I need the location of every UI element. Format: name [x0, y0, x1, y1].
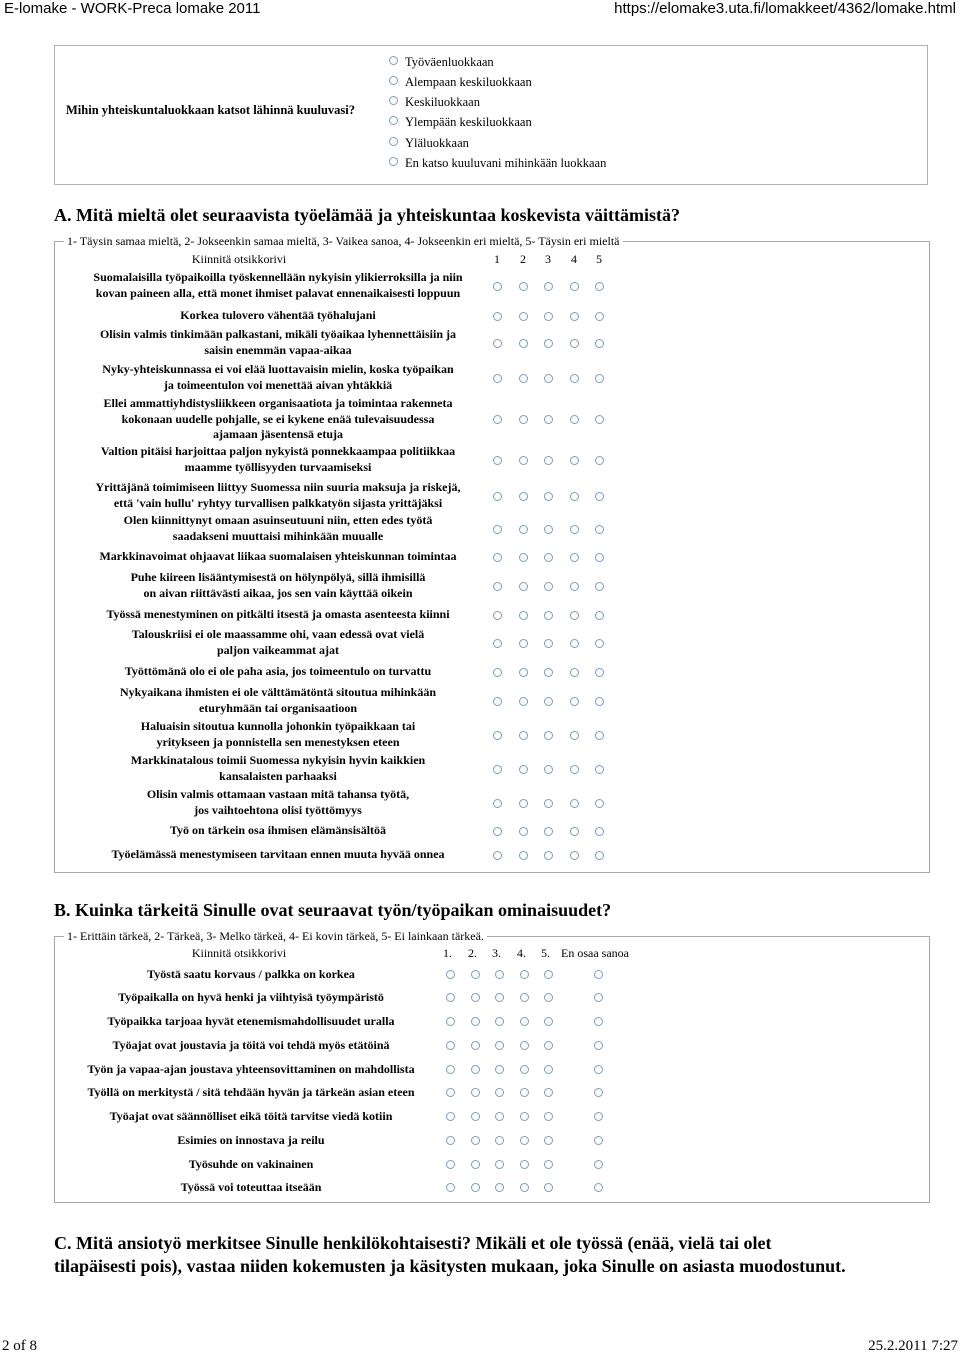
- section-b-radio[interactable]: [544, 1017, 553, 1026]
- section-a-radio[interactable]: [595, 731, 604, 740]
- section-b-radio[interactable]: [544, 1088, 553, 1097]
- social-class-option-label: Työväenluokkaan: [405, 55, 494, 69]
- section-a-statement: Talouskriisi ei ole maassamme ohi, vaan edessä ovat vielä paljon vaikeammat ajat: [131, 627, 425, 657]
- section-a-radio[interactable]: [493, 339, 502, 348]
- section-b-radio[interactable]: [520, 970, 529, 979]
- print-header-url: https://elomake3.uta.fi/lomakkeet/4362/lomake.html: [614, 0, 956, 17]
- section-a-radio[interactable]: [595, 697, 604, 706]
- section-b-radio[interactable]: [520, 1041, 529, 1050]
- section-a-radio[interactable]: [493, 525, 502, 534]
- section-a-radio[interactable]: [519, 492, 528, 501]
- section-b-radio[interactable]: [471, 1041, 480, 1050]
- section-b-statement: Työpaikalla on hyvä henki ja viihtyisä työympäristö: [118, 990, 384, 1004]
- section-a-radio[interactable]: [595, 312, 604, 321]
- section-b-radio[interactable]: [495, 1183, 504, 1192]
- section-a-header-label: Kiinnitä otsikkorivi: [191, 252, 287, 266]
- section-b-radio[interactable]: [594, 993, 603, 1002]
- section-b-statement: Työllä on merkitystä / sitä tehdään hyvän ja tärkeän asian eteen: [87, 1085, 415, 1099]
- section-b-radio[interactable]: [471, 1136, 480, 1145]
- section-a-radio[interactable]: [570, 799, 579, 808]
- social-class-radio[interactable]: [389, 56, 398, 65]
- section-a-radio[interactable]: [544, 765, 553, 774]
- section-b-radio[interactable]: [520, 1136, 529, 1145]
- section-b-radio[interactable]: [544, 1112, 553, 1121]
- section-a-statement: Korkea tulovero vähentää työhalujani: [180, 308, 376, 322]
- section-a-statement: Ellei ammattiyhdistysliikkeen organisaatiota ja toimintaa rakenneta kokonaan uudelle pohjalle, se ei kykene enää tulevaisuudessa ajamaan jäsentensä etuja: [103, 396, 453, 441]
- section-a-radio[interactable]: [519, 799, 528, 808]
- section-b-radio[interactable]: [471, 1160, 480, 1169]
- section-a-radio[interactable]: [493, 668, 502, 677]
- section-a-radio[interactable]: [493, 765, 502, 774]
- section-a-radio[interactable]: [519, 582, 528, 591]
- section-b-scale-label: 2.: [468, 946, 477, 960]
- section-a-radio[interactable]: [493, 312, 502, 321]
- section-a-radio[interactable]: [544, 851, 553, 860]
- section-a-scale-label: 1: [494, 252, 500, 266]
- section-b-radio[interactable]: [495, 1017, 504, 1026]
- section-b-radio[interactable]: [446, 1088, 455, 1097]
- social-class-radio[interactable]: [389, 76, 398, 85]
- section-a-radio[interactable]: [570, 697, 579, 706]
- section-a-statement: Valtion pitäisi harjoittaa paljon nykyistä ponnekkaampaa politiikkaa maamme työllisyyden turvaamiseksi: [100, 444, 456, 474]
- section-b-radio[interactable]: [594, 970, 603, 979]
- section-a-radio[interactable]: [493, 456, 502, 465]
- section-c-title-line2: tilapäisesti pois), vastaa niiden kokemusten ja käsitysten mukaan, joka Sinulle on asiasta muodostunut.: [54, 1256, 846, 1276]
- section-a-radio[interactable]: [595, 282, 604, 291]
- section-a-radio[interactable]: [570, 312, 579, 321]
- section-a-statement: Haluaisin sitoutua kunnolla johonkin työpaikkaan tai yritykseen ja ponnistella sen menestyksen eteen: [140, 719, 416, 749]
- section-a-radio[interactable]: [544, 339, 553, 348]
- section-b-radio[interactable]: [495, 993, 504, 1002]
- section-b-radio[interactable]: [446, 1136, 455, 1145]
- section-a-statement: Puhe kiireen lisääntymisestä on hölynpölyä, sillä ihmisillä on aivan riittävästi aikaa, jos sen vain käyttää oikein: [130, 570, 426, 600]
- section-a-radio[interactable]: [519, 374, 528, 383]
- section-b-scale-label: En osaa sanoa: [561, 946, 629, 960]
- section-a-radio[interactable]: [493, 282, 502, 291]
- social-class-radio[interactable]: [389, 137, 398, 146]
- section-a-statement: Työssä menestyminen on pitkälti itsestä ja omasta asenteesta kiinni: [106, 607, 450, 621]
- section-b-radio[interactable]: [544, 1136, 553, 1145]
- section-a-statement: Olisin valmis tinkimään palkastani, mikäli työaikaa lyhennettäisiin ja saisin enemmän vapaa-aikaa: [99, 327, 457, 357]
- section-a-radio[interactable]: [519, 731, 528, 740]
- section-a-radio[interactable]: [570, 553, 579, 562]
- section-b-statement: Esimies on innostava ja reilu: [177, 1133, 325, 1147]
- section-b-radio[interactable]: [446, 1017, 455, 1026]
- section-a-radio[interactable]: [519, 456, 528, 465]
- section-b-statement: Työajat ovat säännölliset eikä töitä tarvitse viedä kotiin: [109, 1109, 393, 1123]
- section-b-radio[interactable]: [544, 970, 553, 979]
- section-a-radio[interactable]: [570, 851, 579, 860]
- section-b-radio[interactable]: [495, 1088, 504, 1097]
- section-a-scale-label: 2: [520, 252, 526, 266]
- section-b-radio[interactable]: [446, 1183, 455, 1192]
- section-a-radio[interactable]: [544, 697, 553, 706]
- section-a-radio[interactable]: [519, 282, 528, 291]
- section-b-radio[interactable]: [446, 970, 455, 979]
- section-a-radio[interactable]: [544, 799, 553, 808]
- section-a-radio[interactable]: [595, 851, 604, 860]
- section-a-radio[interactable]: [544, 582, 553, 591]
- section-b-statement: Työssä voi toteuttaa itseään: [180, 1180, 322, 1194]
- social-class-option-label: En katso kuuluvani mihinkään luokkaan: [405, 156, 607, 170]
- section-b-radio[interactable]: [471, 1183, 480, 1192]
- section-b-radio[interactable]: [446, 1041, 455, 1050]
- section-b-radio[interactable]: [495, 1160, 504, 1169]
- section-a-radio[interactable]: [570, 668, 579, 677]
- section-a-statement: Työelämässä menestymiseen tarvitaan ennen muuta hyvää onnea: [111, 847, 445, 861]
- section-a-radio[interactable]: [493, 731, 502, 740]
- section-a-radio[interactable]: [519, 611, 528, 620]
- section-b-radio[interactable]: [495, 1112, 504, 1121]
- section-a-statement: Yrittäjänä toimimiseen liittyy Suomessa niin suuria maksuja ja riskejä, että 'vain hullu' ryhtyy turvallisen palkkatyön sijasta yrittäjäksi: [95, 480, 461, 510]
- section-a-radio[interactable]: [595, 553, 604, 562]
- section-b-radio[interactable]: [471, 1088, 480, 1097]
- section-a-statement: Markkinatalous toimii Suomessa nykyisin hyvin kaikkien kansalaisten parhaaksi: [130, 753, 426, 783]
- section-a-radio[interactable]: [595, 456, 604, 465]
- section-a-radio[interactable]: [493, 639, 502, 648]
- section-a-radio[interactable]: [595, 668, 604, 677]
- section-b-radio[interactable]: [520, 993, 529, 1002]
- section-a-radio[interactable]: [544, 639, 553, 648]
- section-a-radio[interactable]: [544, 827, 553, 836]
- section-b-title: B. Kuinka tärkeitä Sinulle ovat seuraavat työn/työpaikan ominaisuudet?: [54, 900, 612, 920]
- section-a-scale-label: 3: [545, 252, 551, 266]
- section-a-radio[interactable]: [570, 639, 579, 648]
- section-b-radio[interactable]: [594, 1088, 603, 1097]
- section-a-radio[interactable]: [544, 553, 553, 562]
- section-a-radio[interactable]: [544, 492, 553, 501]
- section-a-radio[interactable]: [544, 312, 553, 321]
- section-b-radio[interactable]: [495, 970, 504, 979]
- section-b-radio[interactable]: [594, 1065, 603, 1074]
- section-b-scale-label: 4.: [517, 946, 526, 960]
- section-a-radio[interactable]: [493, 553, 502, 562]
- section-a-radio[interactable]: [595, 525, 604, 534]
- section-a-radio[interactable]: [570, 765, 579, 774]
- section-b-radio[interactable]: [520, 1112, 529, 1121]
- section-a-radio[interactable]: [544, 374, 553, 383]
- section-a-radio[interactable]: [595, 827, 604, 836]
- section-b-scale-label: 1.: [443, 946, 452, 960]
- section-a-radio[interactable]: [493, 799, 502, 808]
- section-a-statement: Nyky-yhteiskunnassa ei voi elää luottavaisin mielin, koska työpaikan ja toimeentulon voi menettää aivan yhtäkkiä: [102, 362, 454, 392]
- section-a-radio[interactable]: [570, 456, 579, 465]
- section-a-radio[interactable]: [493, 611, 502, 620]
- social-class-option-label: Yläluokkaan: [405, 136, 469, 150]
- section-a-radio[interactable]: [570, 374, 579, 383]
- section-b-radio[interactable]: [594, 1017, 603, 1026]
- social-class-radio[interactable]: [389, 96, 398, 105]
- section-a-radio[interactable]: [493, 374, 502, 383]
- section-b-radio[interactable]: [446, 993, 455, 1002]
- section-a-radio[interactable]: [595, 799, 604, 808]
- section-a-radio[interactable]: [519, 697, 528, 706]
- section-a-radio[interactable]: [570, 525, 579, 534]
- section-b-radio[interactable]: [471, 993, 480, 1002]
- section-b-scale-label: 5.: [541, 946, 550, 960]
- section-b-statement: Työstä saatu korvaus / palkka on korkea: [147, 967, 355, 981]
- section-a-radio[interactable]: [519, 525, 528, 534]
- section-a-radio[interactable]: [544, 282, 553, 291]
- section-a-radio[interactable]: [519, 339, 528, 348]
- social-class-option-label: Keskiluokkaan: [405, 95, 480, 109]
- section-b-radio[interactable]: [495, 1065, 504, 1074]
- section-b-radio[interactable]: [544, 1160, 553, 1169]
- section-a-radio[interactable]: [519, 827, 528, 836]
- section-b-radio[interactable]: [544, 1065, 553, 1074]
- section-b-radio[interactable]: [544, 993, 553, 1002]
- section-a-radio[interactable]: [519, 553, 528, 562]
- print-footer-datetime: 25.2.2011 7:27: [868, 1338, 958, 1354]
- section-a-radio[interactable]: [570, 582, 579, 591]
- section-b-radio[interactable]: [520, 1183, 529, 1192]
- section-b-radio[interactable]: [471, 1065, 480, 1074]
- print-header-title: E-lomake - WORK-Preca lomake 2011: [4, 0, 261, 17]
- section-b-radio[interactable]: [544, 1183, 553, 1192]
- section-a-statement: Markkinavoimat ohjaavat liikaa suomalaisen yhteiskunnan toimintaa: [99, 549, 457, 563]
- section-b-radio[interactable]: [471, 1017, 480, 1026]
- section-b-radio[interactable]: [520, 1017, 529, 1026]
- section-a-radio[interactable]: [544, 525, 553, 534]
- section-b-radio[interactable]: [520, 1160, 529, 1169]
- section-a-radio[interactable]: [595, 765, 604, 774]
- section-a-radio[interactable]: [493, 582, 502, 591]
- section-a-radio[interactable]: [493, 851, 502, 860]
- section-a-radio[interactable]: [595, 339, 604, 348]
- social-class-radio[interactable]: [389, 116, 398, 125]
- section-a-radio[interactable]: [519, 765, 528, 774]
- section-b-radio[interactable]: [471, 970, 480, 979]
- section-a-radio[interactable]: [570, 731, 579, 740]
- section-a-radio[interactable]: [595, 374, 604, 383]
- print-footer-page: 2 of 8: [2, 1338, 37, 1354]
- section-a-radio[interactable]: [570, 339, 579, 348]
- section-b-radio[interactable]: [446, 1160, 455, 1169]
- section-a-radio[interactable]: [519, 851, 528, 860]
- section-a-radio[interactable]: [519, 639, 528, 648]
- section-a-legend: 1- Täysin samaa mieltä, 2- Jokseenkin samaa mieltä, 3- Vaikea sanoa, 4- Jokseenkin eri mieltä, 5- Täysin eri mieltä: [64, 234, 623, 249]
- section-b-statement: Työajat ovat joustavia ja töitä voi tehdä myös etätöinä: [112, 1038, 390, 1052]
- section-b-statement: Työsuhde on vakinainen: [188, 1157, 314, 1171]
- section-b-radio[interactable]: [520, 1088, 529, 1097]
- section-a-radio[interactable]: [570, 827, 579, 836]
- section-a-scale-label: 5: [596, 252, 602, 266]
- section-a-radio[interactable]: [493, 697, 502, 706]
- section-a-radio[interactable]: [519, 668, 528, 677]
- social-class-option-label: Ylempään keskiluokkaan: [405, 115, 532, 129]
- section-b-radio[interactable]: [520, 1065, 529, 1074]
- section-a-radio[interactable]: [493, 827, 502, 836]
- social-class-question-label: Mihin yhteiskuntaluokkaan katsot lähinnä kuuluvasi?: [66, 103, 356, 117]
- section-b-radio[interactable]: [495, 1041, 504, 1050]
- section-b-radio[interactable]: [446, 1112, 455, 1121]
- section-a-statement: Työttömänä olo ei ole paha asia, jos toimeentulo on turvattu: [124, 664, 432, 678]
- section-b-radio[interactable]: [594, 1041, 603, 1050]
- section-a-radio[interactable]: [595, 492, 604, 501]
- section-b-statement: Työpaikka tarjoaa hyvät etenemismahdollisuudet uralla: [107, 1014, 395, 1028]
- section-a-title: A. Mitä mieltä olet seuraavista työelämää ja yhteiskuntaa koskevista väittämistä?: [54, 205, 680, 225]
- section-a-radio[interactable]: [570, 611, 579, 620]
- social-class-option-label: Alempaan keskiluokkaan: [405, 75, 532, 89]
- section-b-radio[interactable]: [594, 1160, 603, 1169]
- section-a-radio[interactable]: [595, 582, 604, 591]
- section-a-radio[interactable]: [595, 639, 604, 648]
- section-b-scale-label: 3.: [492, 946, 501, 960]
- section-b-radio[interactable]: [594, 1136, 603, 1145]
- section-b-radio[interactable]: [471, 1112, 480, 1121]
- section-a-radio[interactable]: [570, 282, 579, 291]
- section-b-radio[interactable]: [495, 1136, 504, 1145]
- section-a-radio[interactable]: [493, 492, 502, 501]
- section-b-radio[interactable]: [544, 1041, 553, 1050]
- section-a-radio[interactable]: [544, 611, 553, 620]
- section-a-statement: Nykyaikana ihmisten ei ole välttämätöntä sitoutua mihinkään eturyhmään tai organisaatioon: [119, 685, 437, 715]
- section-a-radio[interactable]: [595, 611, 604, 620]
- section-b-header-label: Kiinnitä otsikkorivi: [191, 946, 287, 960]
- section-a-radio[interactable]: [570, 492, 579, 501]
- social-class-radio[interactable]: [389, 157, 398, 166]
- section-a-statement: Olisin valmis ottamaan vastaan mitä tahansa työtä, jos vaihtoehtona olisi työttömyys: [146, 787, 410, 817]
- section-a-statement: Työ on tärkein osa ihmisen elämänsisältöä: [169, 823, 387, 837]
- section-b-radio[interactable]: [446, 1065, 455, 1074]
- section-a-radio[interactable]: [544, 668, 553, 677]
- section-a-statement: Olen kiinnittynyt omaan asuinseutuuni niin, etten edes työtä saadakseni muuttaisi mihinkään muualle: [123, 513, 433, 543]
- section-a-scale-label: 4: [571, 252, 577, 266]
- section-a-radio[interactable]: [544, 731, 553, 740]
- section-a-radio[interactable]: [519, 312, 528, 321]
- section-c-title-line1: C. Mitä ansiotyö merkitsee Sinulle henkilökohtaisesti? Mikäli et ole työssä (enää, vielä tai olet: [54, 1233, 772, 1253]
- section-b-radio[interactable]: [594, 1112, 603, 1121]
- section-b-statement: Työn ja vapaa-ajan joustava yhteensovittaminen on mahdollista: [87, 1062, 415, 1076]
- section-b-radio[interactable]: [594, 1183, 603, 1192]
- section-a-statement: Suomalaisilla työpaikoilla työskennellään nykyisin ylikierroksilla ja niin kovan paineen alla, että monet ihmiset palavat ennenaikaisesti loppuun: [93, 270, 463, 300]
- section-b-legend: 1- Erittäin tärkeä, 2- Tärkeä, 3- Melko tärkeä, 4- Ei kovin tärkeä, 5- Ei lainkaan tärkeä.: [64, 929, 487, 944]
- section-a-radio[interactable]: [544, 456, 553, 465]
